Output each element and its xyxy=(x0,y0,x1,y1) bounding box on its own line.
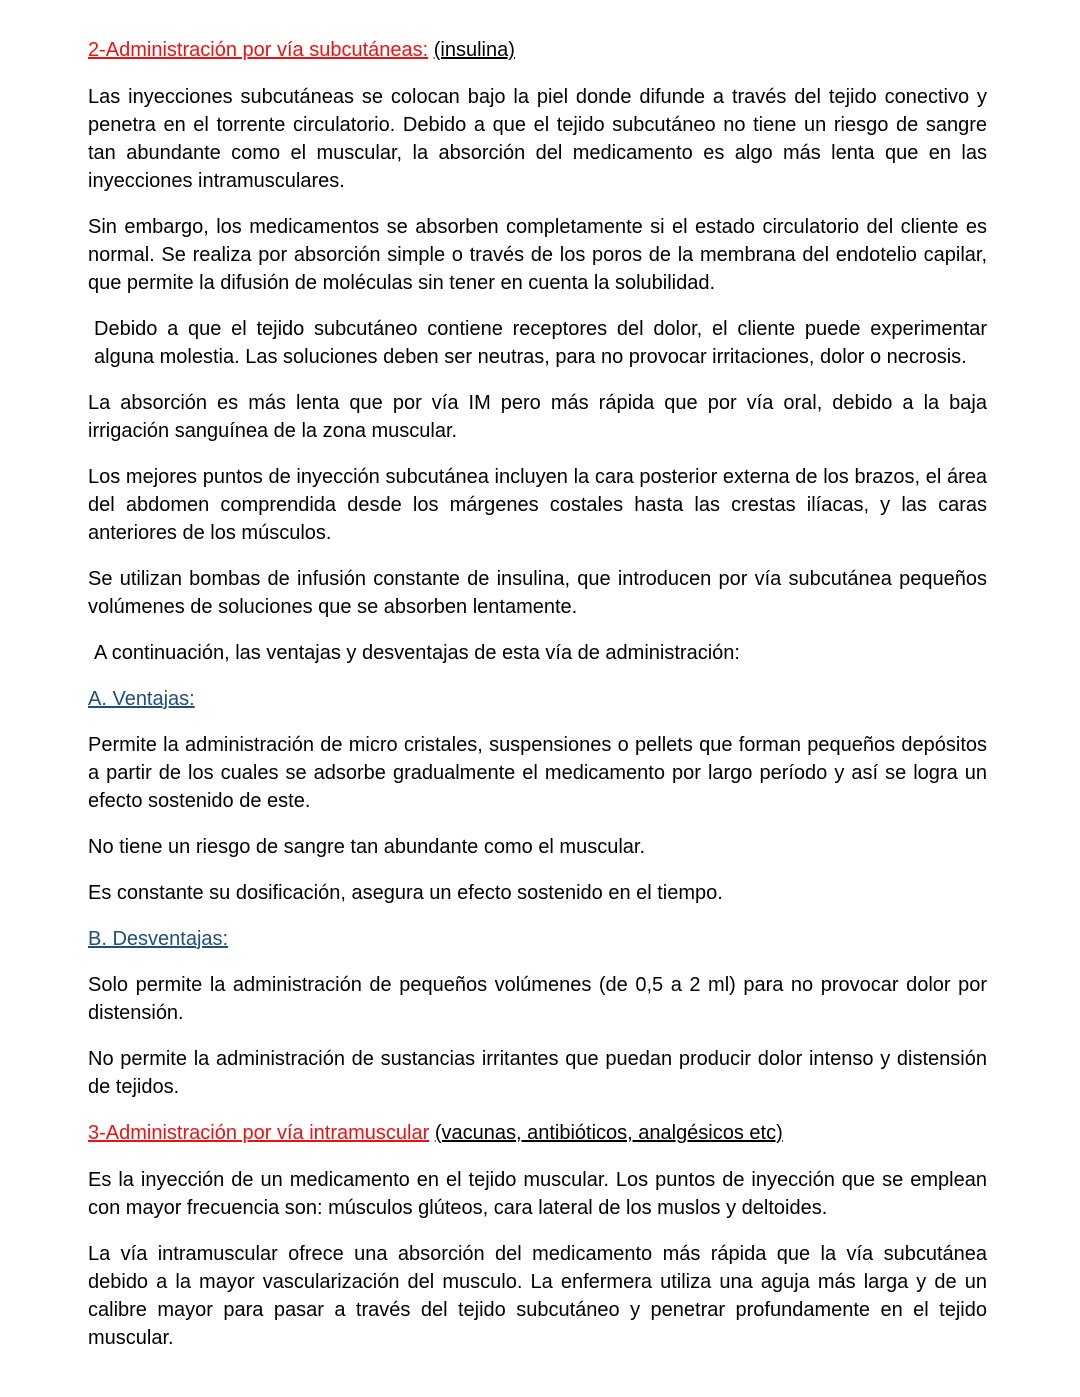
paragraph: Se utilizan bombas de infusión constante de insulina, que introducen por vía subcutánea pequeños volúmenes de soluciones que se absorben lentamente. xyxy=(88,568,987,618)
section-2-heading xyxy=(88,36,987,64)
advantages-heading: A. Ventajas: xyxy=(88,688,195,710)
paragraph: Los mejores puntos de inyección subcutánea incluyen la cara posterior externa de los brazos, el área del abdomen comprendida desde los márgenes costales hasta las crestas ilíacas, y las caras anteriores de los músculos. xyxy=(88,466,987,544)
document-page xyxy=(88,36,987,1370)
section-3-heading xyxy=(88,1119,987,1147)
disadvantages-heading: B. Desventajas: xyxy=(88,928,229,950)
paragraph: Sin embargo, los medicamentos se absorben completamente si el estado circulatorio del cliente es normal. Se realiza por absorción simple o través de los poros de la membrana del endotelio capilar, que permite la difusión de moléculas sin tener en cuenta la solubilidad. xyxy=(88,216,987,294)
paragraph: Debido a que el tejido subcutáneo contiene receptores del dolor, el cliente puede experimentar alguna molestia. Las soluciones deben ser neutras, para no provocar irritaciones, dolor o necrosis. xyxy=(94,318,987,368)
disadvantage-item: Solo permite la administración de pequeños volúmenes (de 0,5 a 2 ml) para no provocar dolor por distensión. xyxy=(88,974,987,1024)
section-2-title: 2-Administración por vía subcutáneas: xyxy=(88,39,429,61)
paragraph: La vía intramuscular ofrece una absorción del medicamento más rápida que la vía subcutánea debido a la mayor vascularización del musculo. La enfermera utiliza una aguja más larga y de un calibre mayor para pasar a través del tejido subcutáneo y penetrar profundamente en el tejido muscular. xyxy=(88,1243,987,1349)
section-3-title: 3-Administración por vía intramuscular xyxy=(88,1122,430,1144)
paragraph: Es la inyección de un medicamento en el tejido muscular. Los puntos de inyección que se emplean con mayor frecuencia son: músculos glúteos, cara lateral de los muslos y deltoides. xyxy=(88,1169,987,1219)
section-2-subtitle: (insulina) xyxy=(433,39,515,61)
paragraph: Las inyecciones subcutáneas se colocan bajo la piel donde difunde a través del tejido conectivo y penetra en el torrente circulatorio. Debido a que el tejido subcutáneo no tiene un riesgo de sangre tan abundante como el muscular, la absorción del medicamento es algo más lenta que en las inyecciones intramusculares. xyxy=(88,86,987,192)
advantage-item: Es constante su dosificación, asegura un efecto sostenido en el tiempo. xyxy=(88,882,723,904)
paragraph: A continuación, las ventajas y desventajas de esta vía de administración: xyxy=(94,642,740,664)
paragraph: La absorción es más lenta que por vía IM pero más rápida que por vía oral, debido a la baja irrigación sanguínea de la zona muscular. xyxy=(88,392,987,442)
disadvantage-item: No permite la administración de sustancias irritantes que puedan producir dolor intenso y distensión de tejidos. xyxy=(88,1048,987,1098)
advantage-item: No tiene un riesgo de sangre tan abundante como el muscular. xyxy=(88,836,646,858)
section-3-subtitle: (vacunas, antibióticos, analgésicos etc) xyxy=(434,1122,783,1144)
advantage-item: Permite la administración de micro cristales, suspensiones o pellets que forman pequeños depósitos a partir de los cuales se adsorbe gradualmente el medicamento por largo período y así se logra un efecto sostenido de este. xyxy=(88,734,987,812)
